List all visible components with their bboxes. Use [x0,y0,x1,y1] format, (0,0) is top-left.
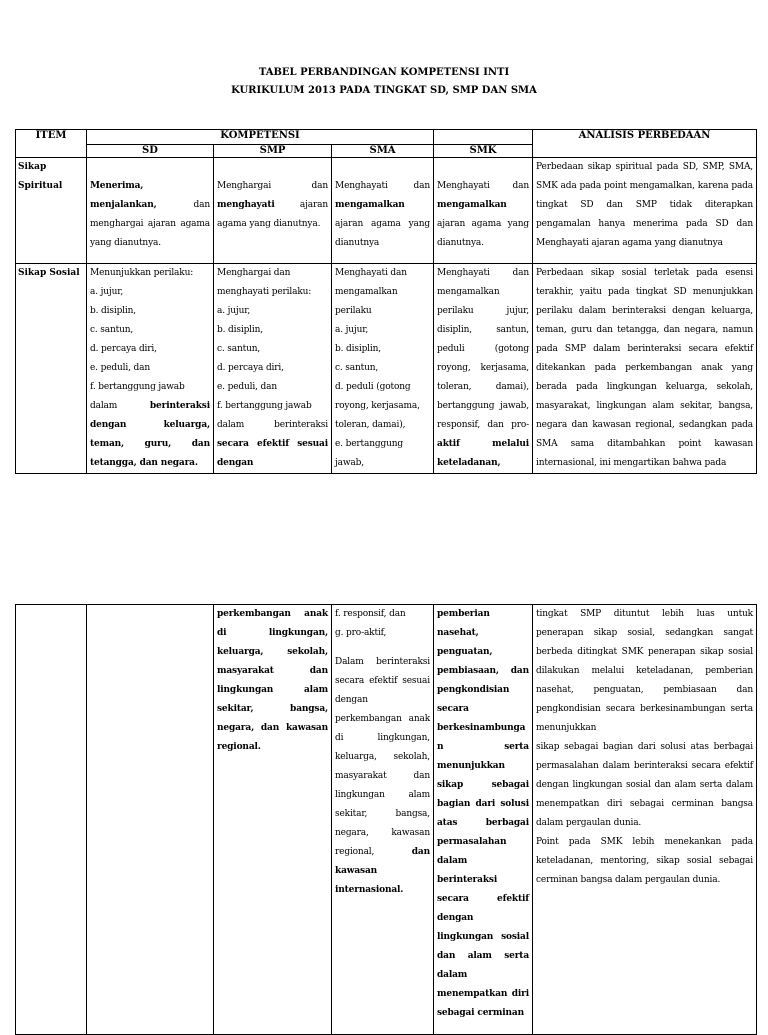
comparison-table [15,129,757,474]
page-subtitle: KURIKULUM 2013 PADA TINGKAT SD, SMP DAN SMA [231,85,537,96]
header-sd: SD [87,145,214,158]
table-row [16,605,757,1035]
cell-cont-sma: f. responsif, dan g. pro-aktif, Dalam berinteraksi secara efektif sesuai dengan perkembangan anak di lingkungan, keluarga, sekolah, masyarakat dan lingkungan alam sekitar, bangsa, negara, kawasan regional, dan kawasan internasional. [332,605,434,1035]
header-analisis: ANALISIS PERBEDAAN [533,130,757,158]
cell-sosial-smk: Menghayati dan mengamalkan perilaku jujur, disiplin, santun, peduli (gotong royong, kerjasama, toleran, damai), bertanggung jawab, responsif, dan pro-aktif melalui keteladanan, [434,264,533,474]
cell-cont-smp: perkembangan anak di lingkungan, keluarga, sekolah, masyarakat dan lingkungan alam sekitar, bangsa, negara, dan kawasan regional. [214,605,332,1035]
cell-spiritual-sma: Menghayati dan mengamalkan ajaran agama yang dianutnya [332,158,434,264]
cell-cont-smk: pemberian nasehat, penguatan, pembiasaan, dan pengkondisian secara berkesinambunga n serta menunjukkan sikap sebagai bagian dari solusi atas berbagai permasalahan dalam berinteraksi secara efektif dengan lingkungan sosial dan alam serta dalam menempatkan diri sebagai cerminan [434,605,533,1035]
header-smp: SMP [214,145,332,158]
table-row [16,264,757,474]
cell-sosial-sma: Menghayati dan mengamalkan perilaku a. jujur, b. disiplin, c. santun, d. peduli (gotong royong, kerjasama, toleran, damai), e. bertanggung jawab, [332,264,434,474]
page-title: TABEL PERBANDINGAN KOMPETENSI INTI [258,67,510,78]
table-row [16,158,757,264]
cell-spiritual-smp: Menghargai dan menghayati ajaran agama yang dianutnya. [214,158,332,264]
cell-sosial-smp: Menghargai dan menghayati perilaku: a. jujur, b. disiplin, c. santun, d. percaya diri, e. peduli, dan f. bertanggung jawab dalam berinteraksi secara efektif sesuai dengan [214,264,332,474]
cell-sosial-sd: Menunjukkan perilaku: a. jujur, b. disiplin, c. santun, d. percaya diri, e. peduli, dan f. bertanggung jawab dalam berinteraksi dengan keluarga, teman, guru, dan tetangga, dan negara. [87,264,214,474]
cell-sosial-analisis: Perbedaan sikap sosial terletak pada esensi terakhir, yaitu pada tingkat SD menunjukkan perilaku dalam berinteraksi dengan keluarga, teman, guru dan tetangga, dan negara, namun pada SMP dalam berinteraksi secara efektif ditekankan pada perkembangan anak yang berada pada lingkungan keluarga, sekolah, masyarakat, lingkungan alam sekitar, bangsa, negara dan kawasan regional, sedangkan pada SMA sama ditambahkan point kawasan internasional, ini mengartikan bahwa pada [533,264,757,474]
cell-spiritual-analisis: Perbedaan sikap spiritual pada SD, SMP, SMA, SMK ada pada point mengamalkan, karena pada tingkat SD dan SMP tidak diterapkan pengamalan hanya menerima pada SD dan Menghayati ajaran agama yang dianutnya [533,158,757,264]
header-kompetensi: KOMPETENSI [87,130,434,145]
cell-cont-analisis: tingkat SMP dituntut lebih luas untuk penerapan sikap sosial, sedangkan sangat berbeda ditingkat SMK penerapan sikap sosial dilakukan melalui keteladanan, pemberian nasehat, penguatan, pembiasaan dan pengkondisian secara berkesinambungan serta menunjukkan sikap sebagai bagian dari solusi atas berbagai permasalahan dalam berinteraksi secara efektif dengan lingkungan sosial dan alam serta dalam menempatkan diri sebagai cerminan bangsa dalam pergaulan dunia. Point pada SMK lebih menekankan pada keteladanan, mentoring, sikap sosial sebagai cerminan bangsa dalam pergaulan dunia. [533,605,757,1035]
header-sma: SMA [332,145,434,158]
cell-spiritual-smk: Menghayati dan mengamalkan ajaran agama yang dianutnya. [434,158,533,264]
row-label-spiritual: Sikap Spiritual [16,158,87,264]
header-smk: SMK [434,145,533,158]
cell-spiritual-sd: Menerima, menjalankan, dan menghargai ajaran agama yang dianutnya. [87,158,214,264]
comparison-table-continued [15,604,757,1035]
row-label-sosial: Sikap Sosial [16,264,87,474]
header-item: ITEM [16,130,87,158]
